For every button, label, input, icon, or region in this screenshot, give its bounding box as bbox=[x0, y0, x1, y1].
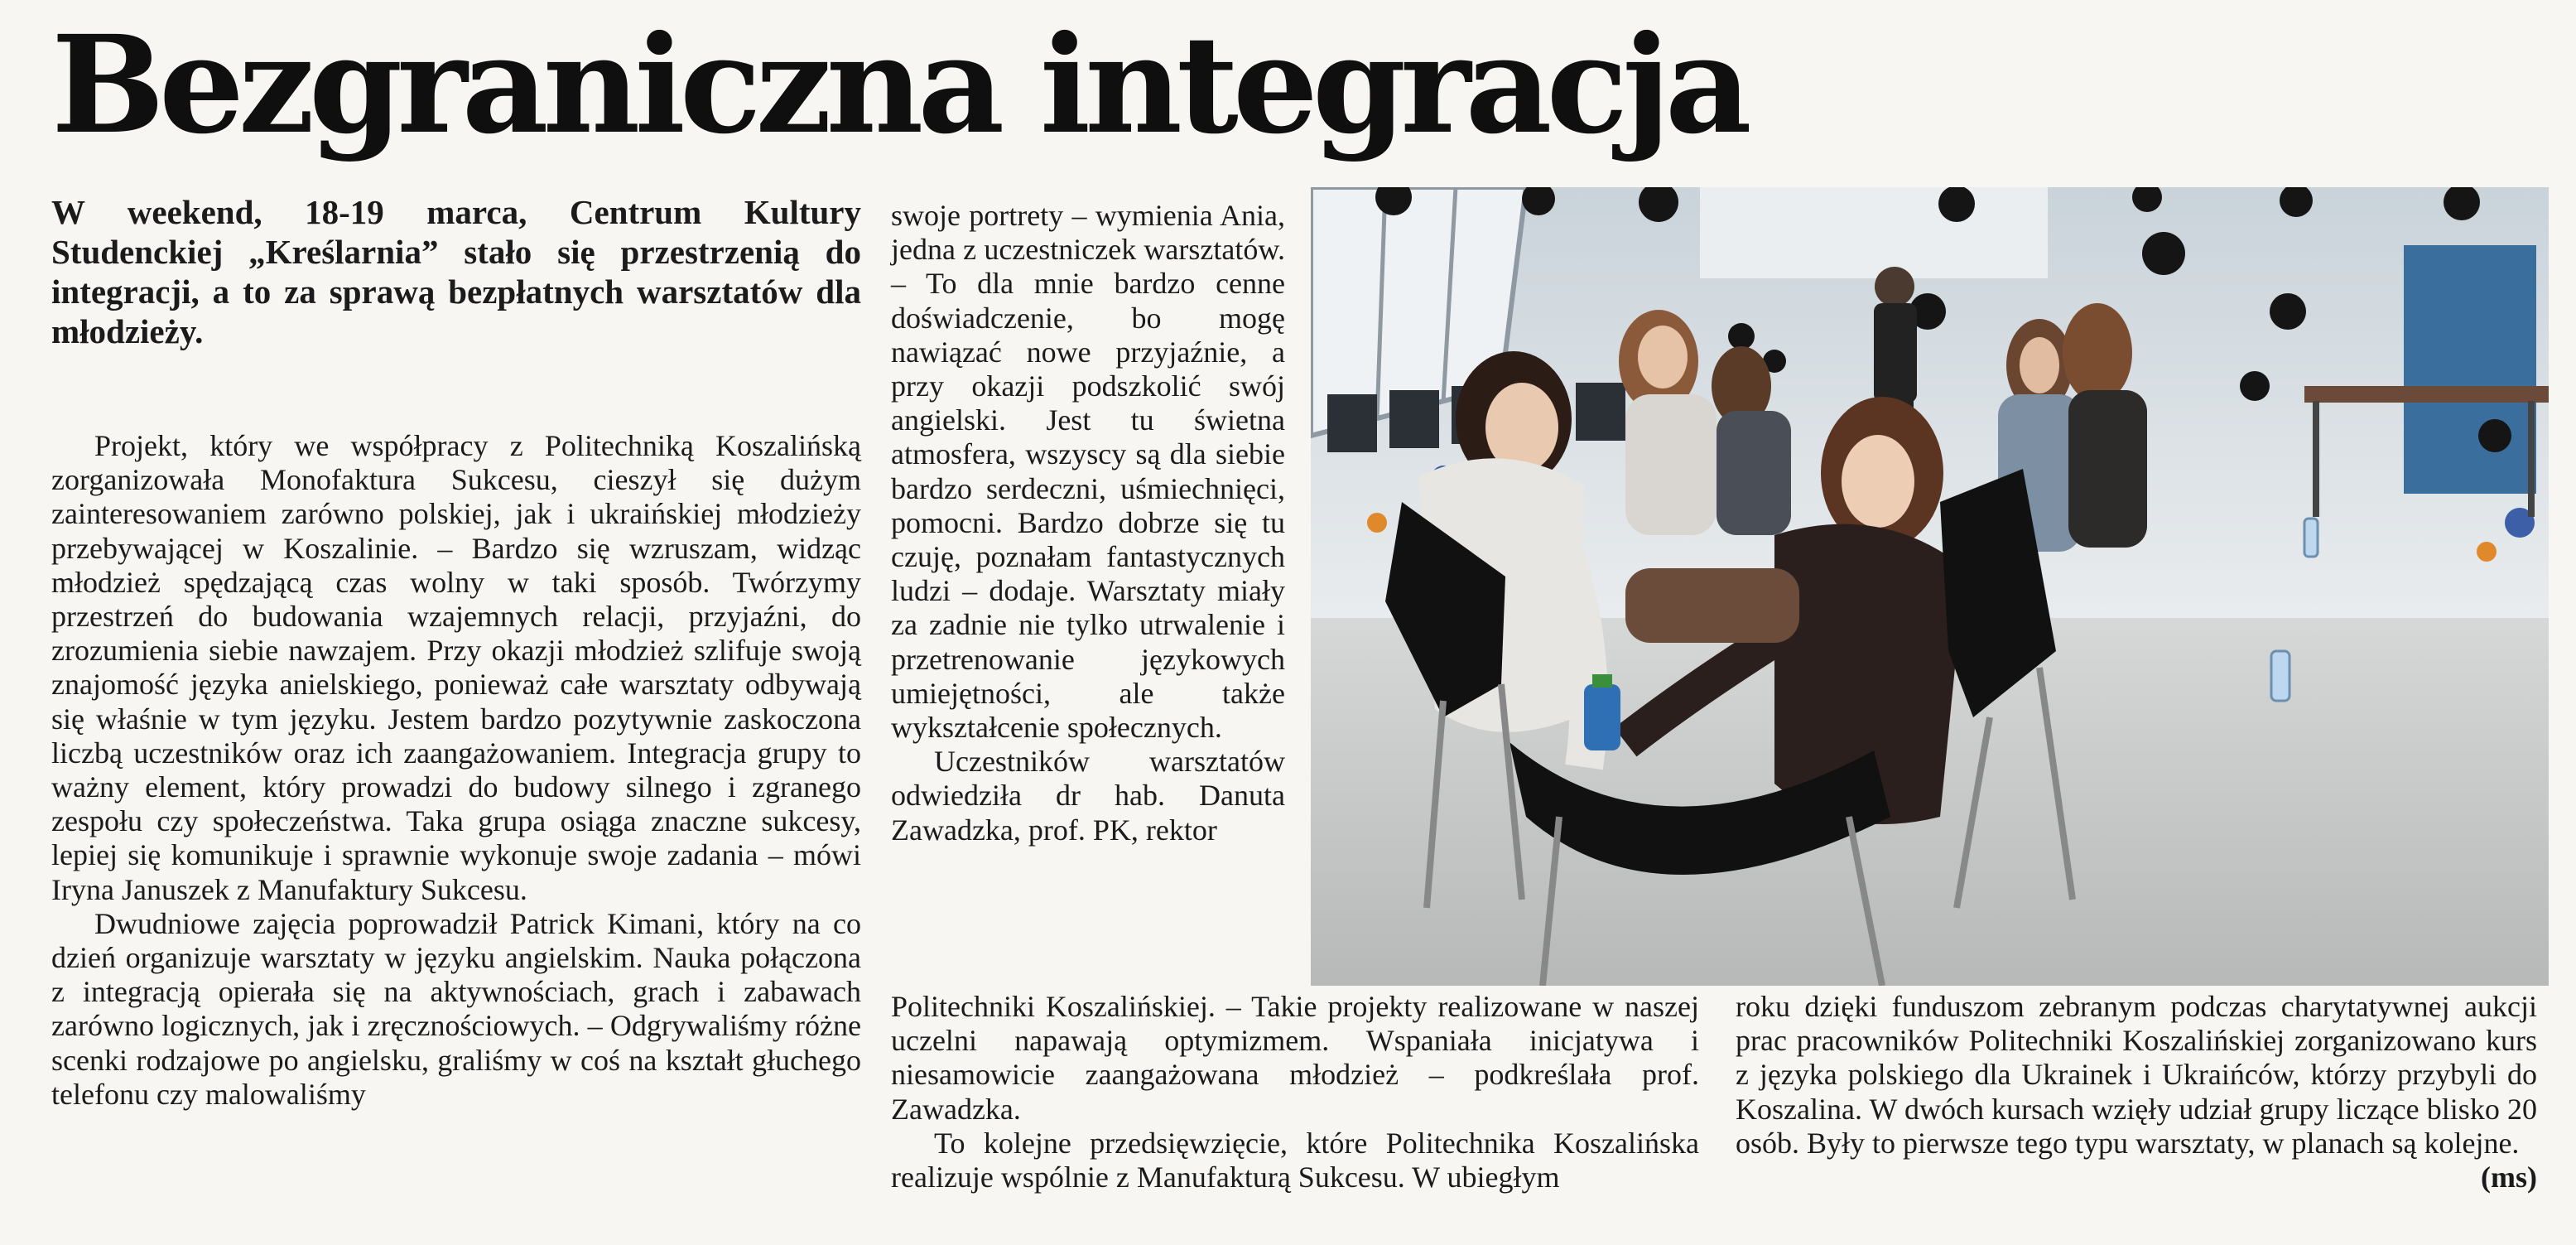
body-paragraph: To kolejne przedsięwzięcie, które Politechnika Koszalińska realizuje wspólnie z Manufakturą Sukcesu. W ubiegłym bbox=[891, 1126, 1699, 1194]
bottle bbox=[1584, 684, 1620, 750]
article-column-2-wide bbox=[891, 990, 1699, 1194]
body-paragraph: Uczestników warsztatów odwiedziła dr hab. Danuta Zawadzka, prof. PK, rektor bbox=[891, 745, 1285, 847]
article-column-4 bbox=[1736, 990, 2537, 1194]
body-paragraph bbox=[1736, 990, 2537, 1194]
door bbox=[2404, 245, 2536, 494]
article-column-2 bbox=[891, 199, 1285, 847]
article-photo bbox=[1311, 187, 2549, 986]
body-paragraph: Dwudniowe zajęcia poprowadził Patrick Kimani, który na co dzień organizuje warsztaty w języku angielskim. Nauka połączona z integracją opierała się na aktywnościach, grach i zabawach zarówno logicznych, jak i zręcznościowych. – Odgrywaliśmy różne scenki rodzajowe po angielsku, graliśmy w coś na kształt głuchego telefonu czy malowaliśmy bbox=[51, 906, 861, 1111]
body-text: roku dzięki funduszom zebranym podczas charytatywnej aukcji prac pracowników Politechniki Koszalińskiej zorganizowano kurs z języka polskiego dla Ukrainek i Ukraińców, którzy przybyli do Koszalina. W dwóch kursach wzięły udział grupy liczące blisko 20 osób. Były to pierwsze tego typu warsztaty, w planach są kolejne. bbox=[1736, 990, 2537, 1160]
body-paragraph: Politechniki Koszalińskiej. – Takie projekty realizowane w naszej uczelni napawają optymizmem. Wspaniała inicjatywa i niesamowicie zaangażowana młodzież – podkreślała prof. Zawadzka. bbox=[891, 990, 1699, 1126]
body-paragraph: Projekt, który we współpracy z Politechniką Koszalińską zorganizowała Monofaktura Sukcesu, cieszył się dużym zainteresowaniem zarówno polskiej, jak i ukraińskiej młodzieży przebywającej w Koszalinie. – Bardzo się wzruszam, widząc młodzież spędzającą czas wolny w taki sposób. Twórzymy przestrzeń do budowania wzajemnych relacji, przyjaźni, do zrozumienia siebie nawzajem. Przy okazji młodzież szlifuje swoją znajomość języka anielskiego, ponieważ całe warsztaty odbywają się właśnie w tym języku. Jestem bardzo pozytywnie zaskoczona liczbą uczestników oraz ich zaangażowaniem. Integracja grupy to ważny element, który prowadzi do budowy silnego i zgranego zespołu czy społeczeństwa. Taka grupa osiąga znaczne sukcesy, lepiej się komunikuje i sprawnie wykonuje swoje zadania – mówi Iryna Januszek z Manufaktury Sukcesu. bbox=[51, 429, 861, 906]
lead-paragraph: W weekend, 18-19 marca, Centrum Kultury Studenckiej „Kreślarnia” stało się przestrzenią do integracji, a to za sprawą bezpłatnych warsztatów dla młodzieży. bbox=[51, 193, 861, 350]
body-paragraph: swoje portrety – wymienia Ania, jedna z uczestniczek warsztatów. – To dla mnie bardzo cenne doświadczenie, bo mogę nawiązać nowe przyjaźnie, a przy okazji podszkolić swój angielski. Jest tu świetna atmosfera, wszyscy są dla siebie bardzo serdeczni, uśmiechnięci, pomocni. Bardzo dobrze się tu czuję, poznałam fantastycznych ludzi – dodaje. Warsztaty miały za zadnie nie tylko utrwalenie i przetrenowanie językowych umiejętności, ale także wykształcenie społecznych. bbox=[891, 199, 1285, 745]
article-column-1 bbox=[51, 429, 861, 1112]
headline: Bezgraniczna integracja bbox=[51, 7, 1746, 164]
author-signature: (ms) bbox=[2481, 1161, 2537, 1194]
workshop-photo-illustration bbox=[1311, 187, 2549, 986]
